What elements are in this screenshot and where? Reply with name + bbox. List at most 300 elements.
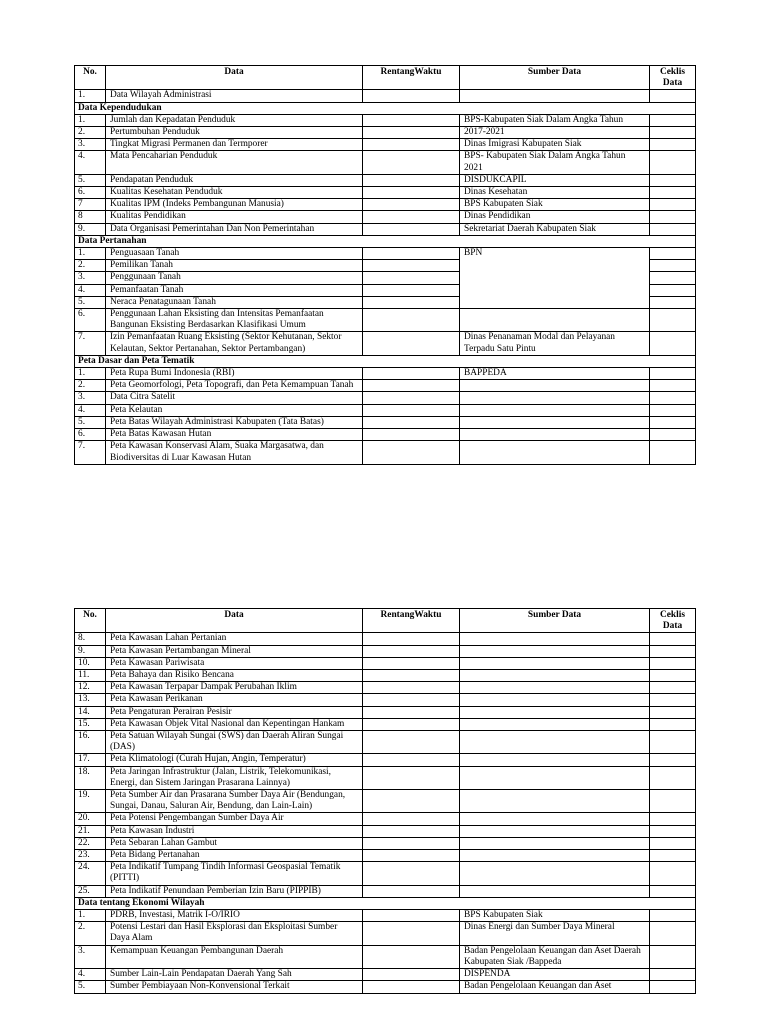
row-data: PDRB, Investasi, Matrik I-O/IRIO	[106, 910, 363, 922]
row-sumber-data: DISDUKCAPIL	[460, 174, 650, 186]
table-row	[75, 862, 696, 885]
row-number: 6.	[75, 187, 106, 199]
row-data: Peta Batas Kawasan Hutan	[106, 429, 363, 441]
row-rentang-waktu	[363, 90, 460, 102]
row-sumber-data: DISPENDA	[460, 969, 650, 981]
row-number: 4.	[75, 969, 106, 981]
row-number: 4.	[75, 404, 106, 416]
row-rentang-waktu	[363, 296, 460, 308]
row-number: 19.	[75, 790, 106, 813]
header-ceklis-line2: Data	[662, 78, 683, 89]
data-checklist-table-1	[74, 65, 696, 465]
row-data: Data Organisasi Pemerintahan Dan Non Pemerintahan	[106, 223, 363, 235]
table-row	[75, 174, 696, 186]
row-rentang-waktu	[363, 248, 460, 260]
row-ceklis-cell[interactable]	[650, 174, 696, 186]
row-rentang-waktu	[363, 284, 460, 296]
row-rentang-waktu	[363, 910, 460, 922]
row-number: 2.	[75, 127, 106, 139]
row-sumber-data: Dinas Kesehatan	[460, 187, 650, 199]
row-sumber-data	[460, 754, 650, 766]
table-row	[75, 151, 696, 174]
row-rentang-waktu	[363, 114, 460, 126]
row-sumber-data	[460, 404, 650, 416]
row-number: 4.	[75, 151, 106, 174]
row-rentang-waktu	[363, 718, 460, 730]
row-ceklis-cell[interactable]	[650, 862, 696, 885]
row-rentang-waktu	[363, 850, 460, 862]
row-ceklis-cell[interactable]	[650, 114, 696, 126]
row-rentang-waktu	[363, 368, 460, 380]
table-row	[75, 922, 696, 945]
row-number: 9.	[75, 223, 106, 235]
table-row	[75, 731, 696, 754]
header-ceklis-data	[650, 66, 696, 90]
row-data: Peta Potensi Pengembangan Sumber Daya Air	[106, 813, 363, 825]
section-title-kependudukan: Data Kependudukan	[75, 102, 696, 114]
row-data: Peta Kawasan Terpapar Dampak Perubahan Iklim	[106, 682, 363, 694]
row-rentang-waktu	[363, 309, 460, 332]
table-row	[75, 850, 696, 862]
row-ceklis-cell[interactable]	[650, 248, 696, 260]
table-row	[75, 248, 696, 260]
row-sumber-data	[460, 682, 650, 694]
row-ceklis-cell[interactable]	[650, 404, 696, 416]
row-data: Peta Indikatif Tumpang Tindih Informasi Geospasial Tematik (PITTI)	[106, 862, 363, 885]
row-rentang-waktu	[363, 885, 460, 897]
table-row	[75, 790, 696, 813]
header-row	[75, 66, 696, 90]
row-data: Peta Pengaturan Perairan Pesisir	[106, 706, 363, 718]
row-number: 3.	[75, 945, 106, 968]
row-sumber-data: Sekretariat Daerah Kabupaten Siak	[460, 223, 650, 235]
row-rentang-waktu	[363, 633, 460, 645]
row-sumber-data	[460, 441, 650, 464]
row-sumber-data	[460, 825, 650, 837]
row-data: Peta Sumber Air dan Prasarana Sumber Daya Air (Bendungan, Sungai, Danau, Saluran Air, Bendung, dan Lain-Lain)	[106, 790, 363, 813]
row-data: Peta Sebaran Lahan Gambut	[106, 837, 363, 849]
row-data: Peta Jaringan Infrastruktur (Jalan, Listrik, Telekomunikasi, Energi, dan Sistem Jaringan Prasarana Lainnya)	[106, 766, 363, 789]
header-no: No.	[75, 609, 106, 633]
header-ceklis-line1: Ceklis	[659, 67, 685, 77]
row-data: Tingkat Migrasi Permanen dan Termporer	[106, 139, 363, 151]
row-ceklis-cell[interactable]	[650, 332, 696, 355]
row-sumber-data: BPS Kabupaten Siak	[460, 910, 650, 922]
row-ceklis-cell[interactable]	[650, 429, 696, 441]
row-number: 7	[75, 199, 106, 211]
row-ceklis-cell[interactable]	[650, 380, 696, 392]
row-rentang-waktu	[363, 223, 460, 235]
row-ceklis-cell[interactable]	[650, 187, 696, 199]
row-data: Sumber Lain-Lain Pendapatan Daerah Yang Sah	[106, 969, 363, 981]
row-ceklis-cell[interactable]	[650, 645, 696, 657]
row-ceklis-cell[interactable]	[650, 969, 696, 981]
row-rentang-waktu	[363, 151, 460, 174]
row-rentang-waktu	[363, 790, 460, 813]
header-no: No.	[75, 66, 106, 90]
row-sumber-data: Badan Pengelolaan Keuangan dan Aset	[460, 981, 650, 993]
row-ceklis-cell[interactable]	[650, 706, 696, 718]
row-sumber-data: Dinas Energi dan Sumber Daya Mineral	[460, 922, 650, 945]
section-title-peta: Peta Dasar dan Peta Tematik	[75, 355, 696, 367]
row-ceklis-cell[interactable]	[650, 296, 696, 308]
header-data: Data	[106, 609, 363, 633]
row-sumber-data	[460, 392, 650, 404]
row-data: Peta Batas Wilayah Administrasi Kabupaten (Tata Batas)	[106, 416, 363, 428]
row-ceklis-cell[interactable]	[650, 416, 696, 428]
row-data: Peta Geomorfologi, Peta Topografi, dan Peta Kemampuan Tanah	[106, 380, 363, 392]
row-number: 1.	[75, 114, 106, 126]
row-sumber-data	[460, 813, 650, 825]
table-row	[75, 633, 696, 645]
row-number: 16.	[75, 731, 106, 754]
row-ceklis-cell[interactable]	[650, 441, 696, 464]
table-row	[75, 309, 696, 332]
header-data: Data	[106, 66, 363, 90]
data-checklist-table-2	[74, 608, 696, 994]
row-sumber-data: BPS- Kabupaten Siak Dalam Angka Tahun 2021	[460, 151, 650, 174]
row-ceklis-cell[interactable]	[650, 718, 696, 730]
table-row	[75, 139, 696, 151]
row-sumber-data: Dinas Pendidikan	[460, 211, 650, 223]
row-sumber-data	[460, 850, 650, 862]
row-rentang-waktu	[363, 174, 460, 186]
header-row	[75, 609, 696, 633]
header-sumber-data: Sumber Data	[460, 66, 650, 90]
row-sumber-data	[460, 645, 650, 657]
row-number: 3.	[75, 139, 106, 151]
row-number: 6.	[75, 429, 106, 441]
row-sumber-data	[460, 718, 650, 730]
row-data: Data Citra Satelit	[106, 392, 363, 404]
row-data: Pemanfaatan Tanah	[106, 284, 363, 296]
row-rentang-waktu	[363, 139, 460, 151]
row-number: 18.	[75, 766, 106, 789]
row-ceklis-cell[interactable]	[650, 139, 696, 151]
row-data: Penggunaan Tanah	[106, 272, 363, 284]
row-sumber-data	[460, 790, 650, 813]
row-rentang-waktu	[363, 825, 460, 837]
row-ceklis-cell[interactable]	[650, 922, 696, 945]
row-ceklis-cell[interactable]	[650, 151, 696, 174]
header-sumber-data: Sumber Data	[460, 609, 650, 633]
row-number: 5.	[75, 981, 106, 993]
header-rentang-waktu: RentangWaktu	[363, 66, 460, 90]
row-rentang-waktu	[363, 682, 460, 694]
table-row	[75, 766, 696, 789]
row-number: 9.	[75, 645, 106, 657]
table-row	[75, 429, 696, 441]
row-ceklis-cell[interactable]	[650, 127, 696, 139]
section-row	[75, 235, 696, 247]
row-rentang-waktu	[363, 199, 460, 211]
row-sumber-data: BPS Kabupaten Siak	[460, 199, 650, 211]
row-rentang-waktu	[363, 380, 460, 392]
section-title-pertanahan: Data Pertanahan	[75, 235, 696, 247]
row-number: 17.	[75, 754, 106, 766]
row-rentang-waktu	[363, 922, 460, 945]
row-data: Kualitas IPM (Indeks Pembangunan Manusia)	[106, 199, 363, 211]
row-data: Peta Kawasan Pertambangan Mineral	[106, 645, 363, 657]
row-ceklis-cell[interactable]	[650, 694, 696, 706]
row-sumber-data	[460, 706, 650, 718]
row-rentang-waktu	[363, 981, 460, 993]
row-ceklis-cell[interactable]	[650, 731, 696, 754]
row-number: 3.	[75, 392, 106, 404]
row-sumber-data	[460, 633, 650, 645]
table-row	[75, 223, 696, 235]
row-sumber-data: BPS-Kabupaten Siak Dalam Angka Tahun	[460, 114, 650, 126]
row-ceklis-cell[interactable]	[650, 392, 696, 404]
table-row	[75, 368, 696, 380]
row-sumber-data: Dinas Imigrasi Kabupaten Siak	[460, 139, 650, 151]
row-rentang-waktu	[363, 670, 460, 682]
table-row	[75, 945, 696, 968]
row-number: 2.	[75, 922, 106, 945]
section-row	[75, 102, 696, 114]
row-ceklis-cell[interactable]	[650, 766, 696, 789]
row-data: Sumber Pembiayaan Non-Konvensional Terkait	[106, 981, 363, 993]
table-row	[75, 441, 696, 464]
row-rentang-waktu	[363, 404, 460, 416]
header-ceklis-line1: Ceklis	[659, 610, 685, 620]
table-row	[75, 694, 696, 706]
row-sumber-data	[460, 90, 650, 102]
row-rentang-waktu	[363, 706, 460, 718]
table-row	[75, 885, 696, 897]
table-row	[75, 754, 696, 766]
row-sumber-data: 2017-2021	[460, 127, 650, 139]
row-number: 4.	[75, 284, 106, 296]
row-number: 3.	[75, 272, 106, 284]
row-ceklis-cell[interactable]	[650, 633, 696, 645]
row-ceklis-cell[interactable]	[650, 813, 696, 825]
row-number: 14.	[75, 706, 106, 718]
row-number: 2.	[75, 380, 106, 392]
row-data: Penggunaan Lahan Eksisting dan Intensitas Pemanfaatan Bangunan Eksisting Berdasarkan Klasifikasi Umum	[106, 309, 363, 332]
row-data: Kualitas Kesehatan Penduduk	[106, 187, 363, 199]
row-number: 7.	[75, 332, 106, 355]
table-row	[75, 114, 696, 126]
row-ceklis-cell[interactable]	[650, 657, 696, 669]
table-row	[75, 981, 696, 993]
row-data: Peta Bidang Pertanahan	[106, 850, 363, 862]
table-row	[75, 657, 696, 669]
row-ceklis-cell[interactable]	[650, 309, 696, 332]
row-data: Peta Bahaya dan Risiko Bencana	[106, 670, 363, 682]
row-rentang-waktu	[363, 392, 460, 404]
row-number: 15.	[75, 718, 106, 730]
row-sumber-data	[460, 837, 650, 849]
row-data: Peta Satuan Wilayah Sungai (SWS) dan Daerah Aliran Sungai (DAS)	[106, 731, 363, 754]
row-sumber-data: Badan Pengelolaan Keuangan dan Aset Daerah Kabupaten Siak /Bappeda	[460, 945, 650, 968]
row-number: 2.	[75, 260, 106, 272]
row-sumber-data	[460, 694, 650, 706]
row-ceklis-cell[interactable]	[650, 825, 696, 837]
row-ceklis-cell[interactable]	[650, 272, 696, 284]
row-data: Peta Kawasan Perikanan	[106, 694, 363, 706]
row-data: Pendapatan Penduduk	[106, 174, 363, 186]
row-ceklis-cell[interactable]	[650, 284, 696, 296]
row-data: Potensi Lestari dan Hasil Eksplorasi dan Eksploitasi Sumber Daya Alam	[106, 922, 363, 945]
row-rentang-waktu	[363, 260, 460, 272]
row-number: 21.	[75, 825, 106, 837]
row-data: Pemilikan Tanah	[106, 260, 363, 272]
table-row	[75, 825, 696, 837]
row-rentang-waktu	[363, 754, 460, 766]
row-sumber-data	[460, 670, 650, 682]
row-number: 20.	[75, 813, 106, 825]
row-number: 5.	[75, 296, 106, 308]
row-ceklis-cell[interactable]	[650, 90, 696, 102]
row-data: Peta Klimatologi (Curah Hujan, Angin, Temperatur)	[106, 754, 363, 766]
row-ceklis-cell[interactable]	[650, 945, 696, 968]
row-data: Peta Kawasan Lahan Pertanian	[106, 633, 363, 645]
row-number: 22.	[75, 837, 106, 849]
row-data: Kemampuan Keuangan Pembangunan Daerah	[106, 945, 363, 968]
row-number: 13.	[75, 694, 106, 706]
row-number: 6.	[75, 309, 106, 332]
row-sumber-data: BAPPEDA	[460, 368, 650, 380]
row-number: 1.	[75, 248, 106, 260]
table-row	[75, 969, 696, 981]
row-number: 1.	[75, 90, 106, 102]
row-rentang-waktu	[363, 969, 460, 981]
row-sumber-data	[460, 309, 650, 332]
row-number: 12.	[75, 682, 106, 694]
row-data: Penguasaan Tanah	[106, 248, 363, 260]
row-rentang-waktu	[363, 766, 460, 789]
row-number: 24.	[75, 862, 106, 885]
row-rentang-waktu	[363, 837, 460, 849]
row-sumber-data	[460, 885, 650, 897]
table-row	[75, 813, 696, 825]
row-sumber-data	[460, 416, 650, 428]
row-rentang-waktu	[363, 645, 460, 657]
row-data: Peta Kawasan Objek Vital Nasional dan Kepentingan Hankam	[106, 718, 363, 730]
header-ceklis-data	[650, 609, 696, 633]
row-sumber-data: Dinas Penanaman Modal dan Pelayanan Terpadu Satu Pintu	[460, 332, 650, 355]
row-ceklis-cell[interactable]	[650, 211, 696, 223]
row-data: Peta Kawasan Industri	[106, 825, 363, 837]
row-data: Peta Indikatif Penundaan Pemberian Izin Baru (PIPPIB)	[106, 885, 363, 897]
row-rentang-waktu	[363, 429, 460, 441]
row-rentang-waktu	[363, 945, 460, 968]
table-row	[75, 682, 696, 694]
table-row	[75, 380, 696, 392]
row-ceklis-cell[interactable]	[650, 850, 696, 862]
row-data: Peta Kelautan	[106, 404, 363, 416]
row-rentang-waktu	[363, 813, 460, 825]
row-rentang-waktu	[363, 211, 460, 223]
row-rentang-waktu	[363, 441, 460, 464]
section-row	[75, 897, 696, 909]
row-sumber-data	[460, 380, 650, 392]
row-sumber-data-merged: BPN	[460, 248, 650, 309]
row-number: 7.	[75, 441, 106, 464]
row-number: 5.	[75, 174, 106, 186]
header-ceklis-line2: Data	[662, 621, 683, 632]
table-row	[75, 416, 696, 428]
row-number: 1.	[75, 910, 106, 922]
row-rentang-waktu	[363, 272, 460, 284]
row-data: Izin Pemanfaatan Ruang Eksisting (Sektor Kehutanan, Sektor Kelautan, Sektor Pertanahan, Sektor Pertambangan)	[106, 332, 363, 355]
row-ceklis-cell[interactable]	[650, 837, 696, 849]
row-rentang-waktu	[363, 862, 460, 885]
row-rentang-waktu	[363, 332, 460, 355]
row-ceklis-cell[interactable]	[650, 368, 696, 380]
row-sumber-data	[460, 657, 650, 669]
row-ceklis-cell[interactable]	[650, 981, 696, 993]
row-number: 8.	[75, 633, 106, 645]
row-number: 8	[75, 211, 106, 223]
row-rentang-waktu	[363, 187, 460, 199]
row-data: Peta Rupa Bumi Indonesia (RBI)	[106, 368, 363, 380]
table-row	[75, 404, 696, 416]
row-number: 1.	[75, 368, 106, 380]
table-row	[75, 211, 696, 223]
table-row	[75, 187, 696, 199]
row-sumber-data	[460, 766, 650, 789]
row-rentang-waktu	[363, 657, 460, 669]
table-row	[75, 645, 696, 657]
row-number: 11.	[75, 670, 106, 682]
row-ceklis-cell[interactable]	[650, 260, 696, 272]
row-data: Pertumbuhan Penduduk	[106, 127, 363, 139]
row-rentang-waktu	[363, 416, 460, 428]
row-data: Peta Kawasan Konservasi Alam, Suaka Margasatwa, dan Biodiversitas di Luar Kawasan Hutan	[106, 441, 363, 464]
row-rentang-waktu	[363, 731, 460, 754]
section-row	[75, 355, 696, 367]
row-number: 25.	[75, 885, 106, 897]
table-row	[75, 718, 696, 730]
table-row	[75, 670, 696, 682]
row-ceklis-cell[interactable]	[650, 754, 696, 766]
row-ceklis-cell[interactable]	[650, 885, 696, 897]
table-row	[75, 706, 696, 718]
row-sumber-data	[460, 862, 650, 885]
row-data: Peta Kawasan Pariwisata	[106, 657, 363, 669]
row-ceklis-cell[interactable]	[650, 790, 696, 813]
table-row	[75, 127, 696, 139]
row-number: 23.	[75, 850, 106, 862]
row-ceklis-cell[interactable]	[650, 670, 696, 682]
row-number: 5.	[75, 416, 106, 428]
row-ceklis-cell[interactable]	[650, 199, 696, 211]
row-rentang-waktu	[363, 694, 460, 706]
table-row	[75, 332, 696, 355]
table-row	[75, 837, 696, 849]
row-rentang-waktu	[363, 127, 460, 139]
row-data: Kualitas Pendidikan	[106, 211, 363, 223]
row-data: Mata Pencaharian Penduduk	[106, 151, 363, 174]
table-row	[75, 90, 696, 102]
row-sumber-data	[460, 731, 650, 754]
row-data: Jumlah dan Kepadatan Penduduk	[106, 114, 363, 126]
row-number: 10.	[75, 657, 106, 669]
row-ceklis-cell[interactable]	[650, 682, 696, 694]
header-rentang-waktu: RentangWaktu	[363, 609, 460, 633]
row-ceklis-cell[interactable]	[650, 223, 696, 235]
row-ceklis-cell[interactable]	[650, 910, 696, 922]
row-sumber-data	[460, 429, 650, 441]
row-data: Neraca Penatagunaan Tanah	[106, 296, 363, 308]
section-title-ekonomi: Data tentang Ekonomi Wilayah	[75, 897, 696, 909]
row-data: Data Wilayah Administrasi	[106, 90, 363, 102]
table-row	[75, 199, 696, 211]
table-row	[75, 392, 696, 404]
table-row	[75, 910, 696, 922]
